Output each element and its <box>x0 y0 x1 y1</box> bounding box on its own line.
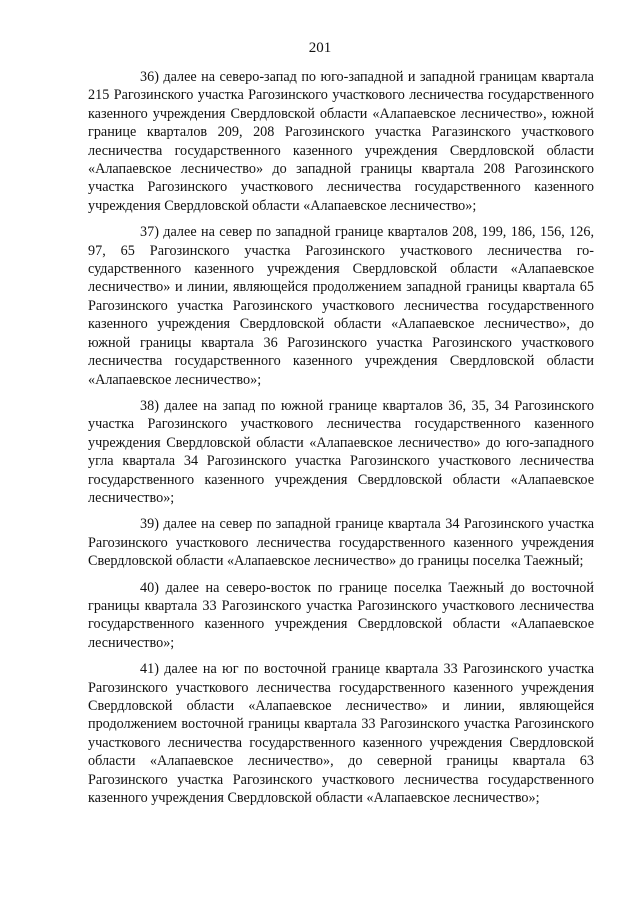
paragraph-39: 39) далее на север по западной границе квартала 34 Рагозинского участка Рагозинского участкового лесничества государственного казенного учреждения Свердловской области «Алапаевское лесничество» до границы поселка Таежный; <box>88 516 594 570</box>
document-body <box>88 68 594 815</box>
paragraph-40: 40) далее на северо-восток по границе поселка Таежный до восточной границы квартала 33 Рагозинского участка Рагозинского участкового лесничества государственного казенного учреждения Свердловской области «Алапаевское лесничество»; <box>88 579 594 651</box>
page-number: 201 <box>308 40 332 56</box>
paragraph-41: 41) далее на юг по восточной границе квартала 33 Рагозинского участка Рагозинского участкового лесничества государственного казенного учреждения Свердловской области «Алапаевское лесничество» и линии, являющейся продолжением восточной границы квартала 33 Рагозинского участка Рагозинского участкового лесничества государственного казенного учреждения Свердловской области «Алапаевское лесничество», до северной границы квартала 63 Рагозинского участка Рагозинского участкового лесничества государственного казенного учреждения Свердловской области «Алапаевское лесничество»; <box>88 661 594 807</box>
paragraph-38: 38) далее на запад по южной границе кварталов 36, 35, 34 Рагозинского участка Рагозинского участкового лесничества государственного казенного учреждения Свердловской области «Алапаевское лесничество» до юго-западного угла квартала 34 Рагозинского участка Рагозинского участкового лесничества государственного казенного учреждения Свердловской области «Алапаевское лесничество»; <box>88 397 594 506</box>
paragraph-37: 37) далее на север по западной границе кварталов 208, 199, 186, 156, 126, 97, 65 Рагозинского участка Рагозинского участкового лесничества государственного казенного учреждения Свердловской области «Алапаевское лесничество» и линии, являющейся продолжением западной границы квартала 65 Рагозинского участка Рагозинского участкового лесничества государственного казенного учреждения Свердловской области «Алапаевское лесничество», до южной границы квартала 36 Рагозинского участка Рагозинского участкового лесничества государственного казенного учреждения Свердловской области «Алапаевское лесничество»; <box>88 224 594 388</box>
paragraph-36: 36) далее на северо-запад по юго-западной и западной границам квартала 215 Рагозинского участка Рагозинского участкового лесничества государственного казенного учреждения Свердловской области «Алапаевское лесничество», южной границе кварталов 209, 208 Рагозинского участка Рагазинского участкового лесничества государственного казенного учреждения Свердловской области «Алапаевское лесничество» до западной границы квартала 208 Рагозинского участка Рагозинского участкового лесничества государственного казенного учреждения Свердловской области «Алапаевское лесничество»; <box>88 69 594 214</box>
